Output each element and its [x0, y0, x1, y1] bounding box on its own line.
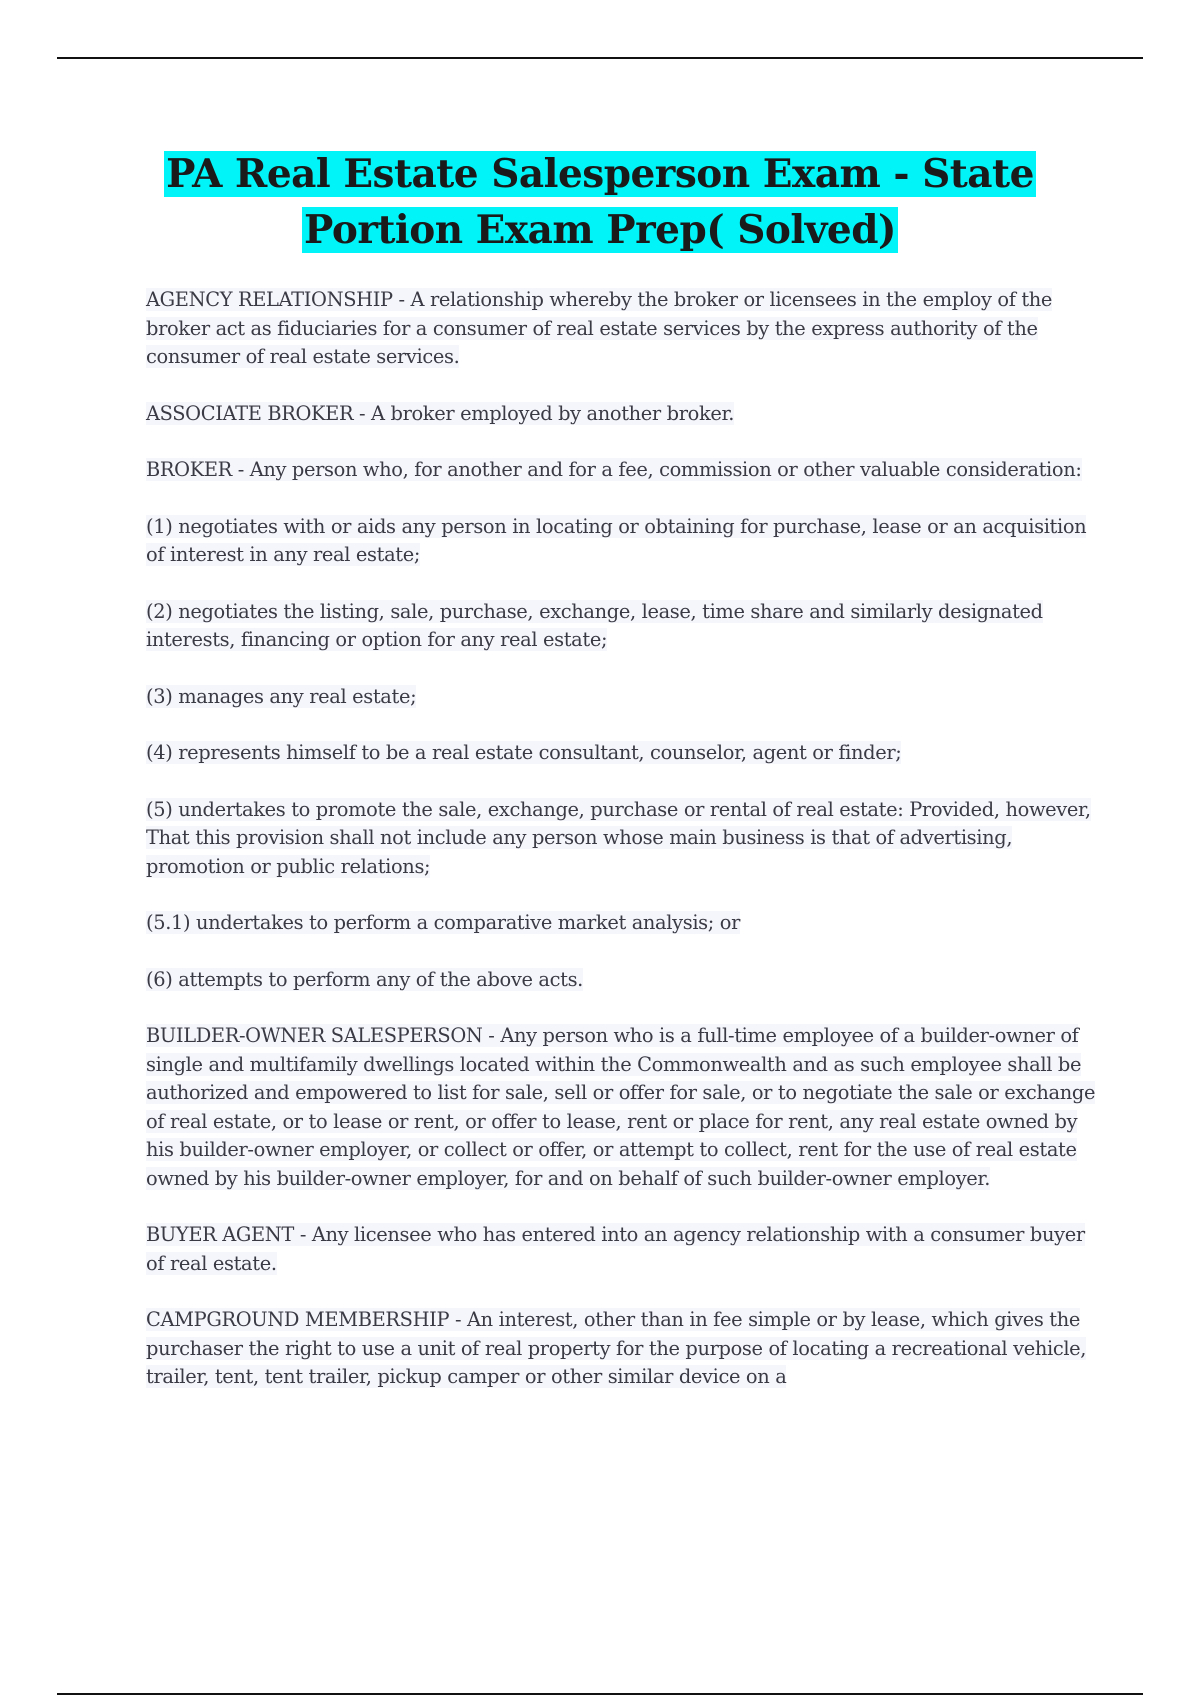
paragraph-text: CAMPGROUND MEMBERSHIP - An interest, other than in fee simple or by lease, which gives the purchaser the right to use a unit of real property for the purpose of locating a recreational vehicle, trailer, tent, tent trailer, pickup camper or other similar device on a	[146, 1308, 1087, 1388]
paragraph-associate-broker	[146, 400, 1096, 429]
top-rule	[57, 57, 1143, 59]
paragraph-builder-owner-salesperson	[146, 1022, 1096, 1193]
paragraph-text: BUILDER-OWNER SALESPERSON - Any person who is a full-time employee of a builder-owner of single and multifamily dwellings located within the Commonwealth and as such employee shall be authorized and empowered to list for sale, sell or offer for sale, or to negotiate the sale or exchange of real estate, or to lease or rent, or offer to lease, rent or place for rent, any real estate owned by his builder-owner employer, or collect or offer, or attempt to collect, rent for the use of real estate owned by his builder-owner employer, for and on behalf of such builder-owner employer.	[146, 1024, 1096, 1190]
page-title	[100, 146, 1100, 258]
paragraph-agency-relationship	[146, 286, 1096, 372]
paragraph-text: (6) attempts to perform any of the above acts.	[146, 967, 583, 991]
paragraph-text: BUYER AGENT - Any licensee who has entered into an agency relationship with a consumer buyer of real estate.	[146, 1223, 1085, 1275]
paragraph-text: (5.1) undertakes to perform a comparative market analysis; or	[146, 911, 741, 934]
paragraph-item-2	[146, 598, 1096, 655]
paragraph-text: ASSOCIATE BROKER - A broker employed by another broker.	[146, 401, 735, 425]
title-line-2: Portion Exam Prep( Solved)	[304, 207, 896, 253]
paragraph-text: (1) negotiates with or aids any person in locating or obtaining for purchase, lease or an acquisition of interest in any real estate;	[146, 514, 1087, 566]
paragraph-text: (3) manages any real estate;	[146, 684, 417, 708]
paragraph-item-6	[146, 966, 1096, 995]
document-body	[146, 286, 1096, 1420]
paragraph-text: AGENCY RELATIONSHIP - A relationship whereby the broker or licensees in the employ of the broker act as fiduciaries for a consumer of real estate services by the express authority of the consumer of real estate services.	[146, 288, 1053, 368]
paragraph-item-3	[146, 683, 1096, 712]
paragraph-broker	[146, 456, 1096, 485]
paragraph-text: (2) negotiates the listing, sale, purchase, exchange, lease, time share and similarly designated interests, financing or option for any real estate;	[146, 599, 1043, 651]
paragraph-text: (4) represents himself to be a real estate consultant, counselor, agent or finder;	[146, 741, 902, 764]
paragraph-item-5	[146, 796, 1096, 882]
paragraph-text: BROKER - Any person who, for another and for a fee, commission or other valuable consideration:	[146, 458, 1082, 481]
bottom-rule	[57, 1693, 1143, 1695]
paragraph-item-4	[146, 739, 1096, 768]
paragraph-campground-membership	[146, 1306, 1096, 1392]
paragraph-buyer-agent	[146, 1221, 1096, 1278]
paragraph-item-5-1	[146, 909, 1096, 938]
paragraph-text: (5) undertakes to promote the sale, exchange, purchase or rental of real estate: Provided, however, That this provision shall not include any person whose main business is that of advertising, promotion or public relations;	[146, 797, 1091, 878]
title-line-1: PA Real Estate Salesperson Exam - State	[166, 151, 1034, 197]
paragraph-item-1	[146, 513, 1096, 570]
